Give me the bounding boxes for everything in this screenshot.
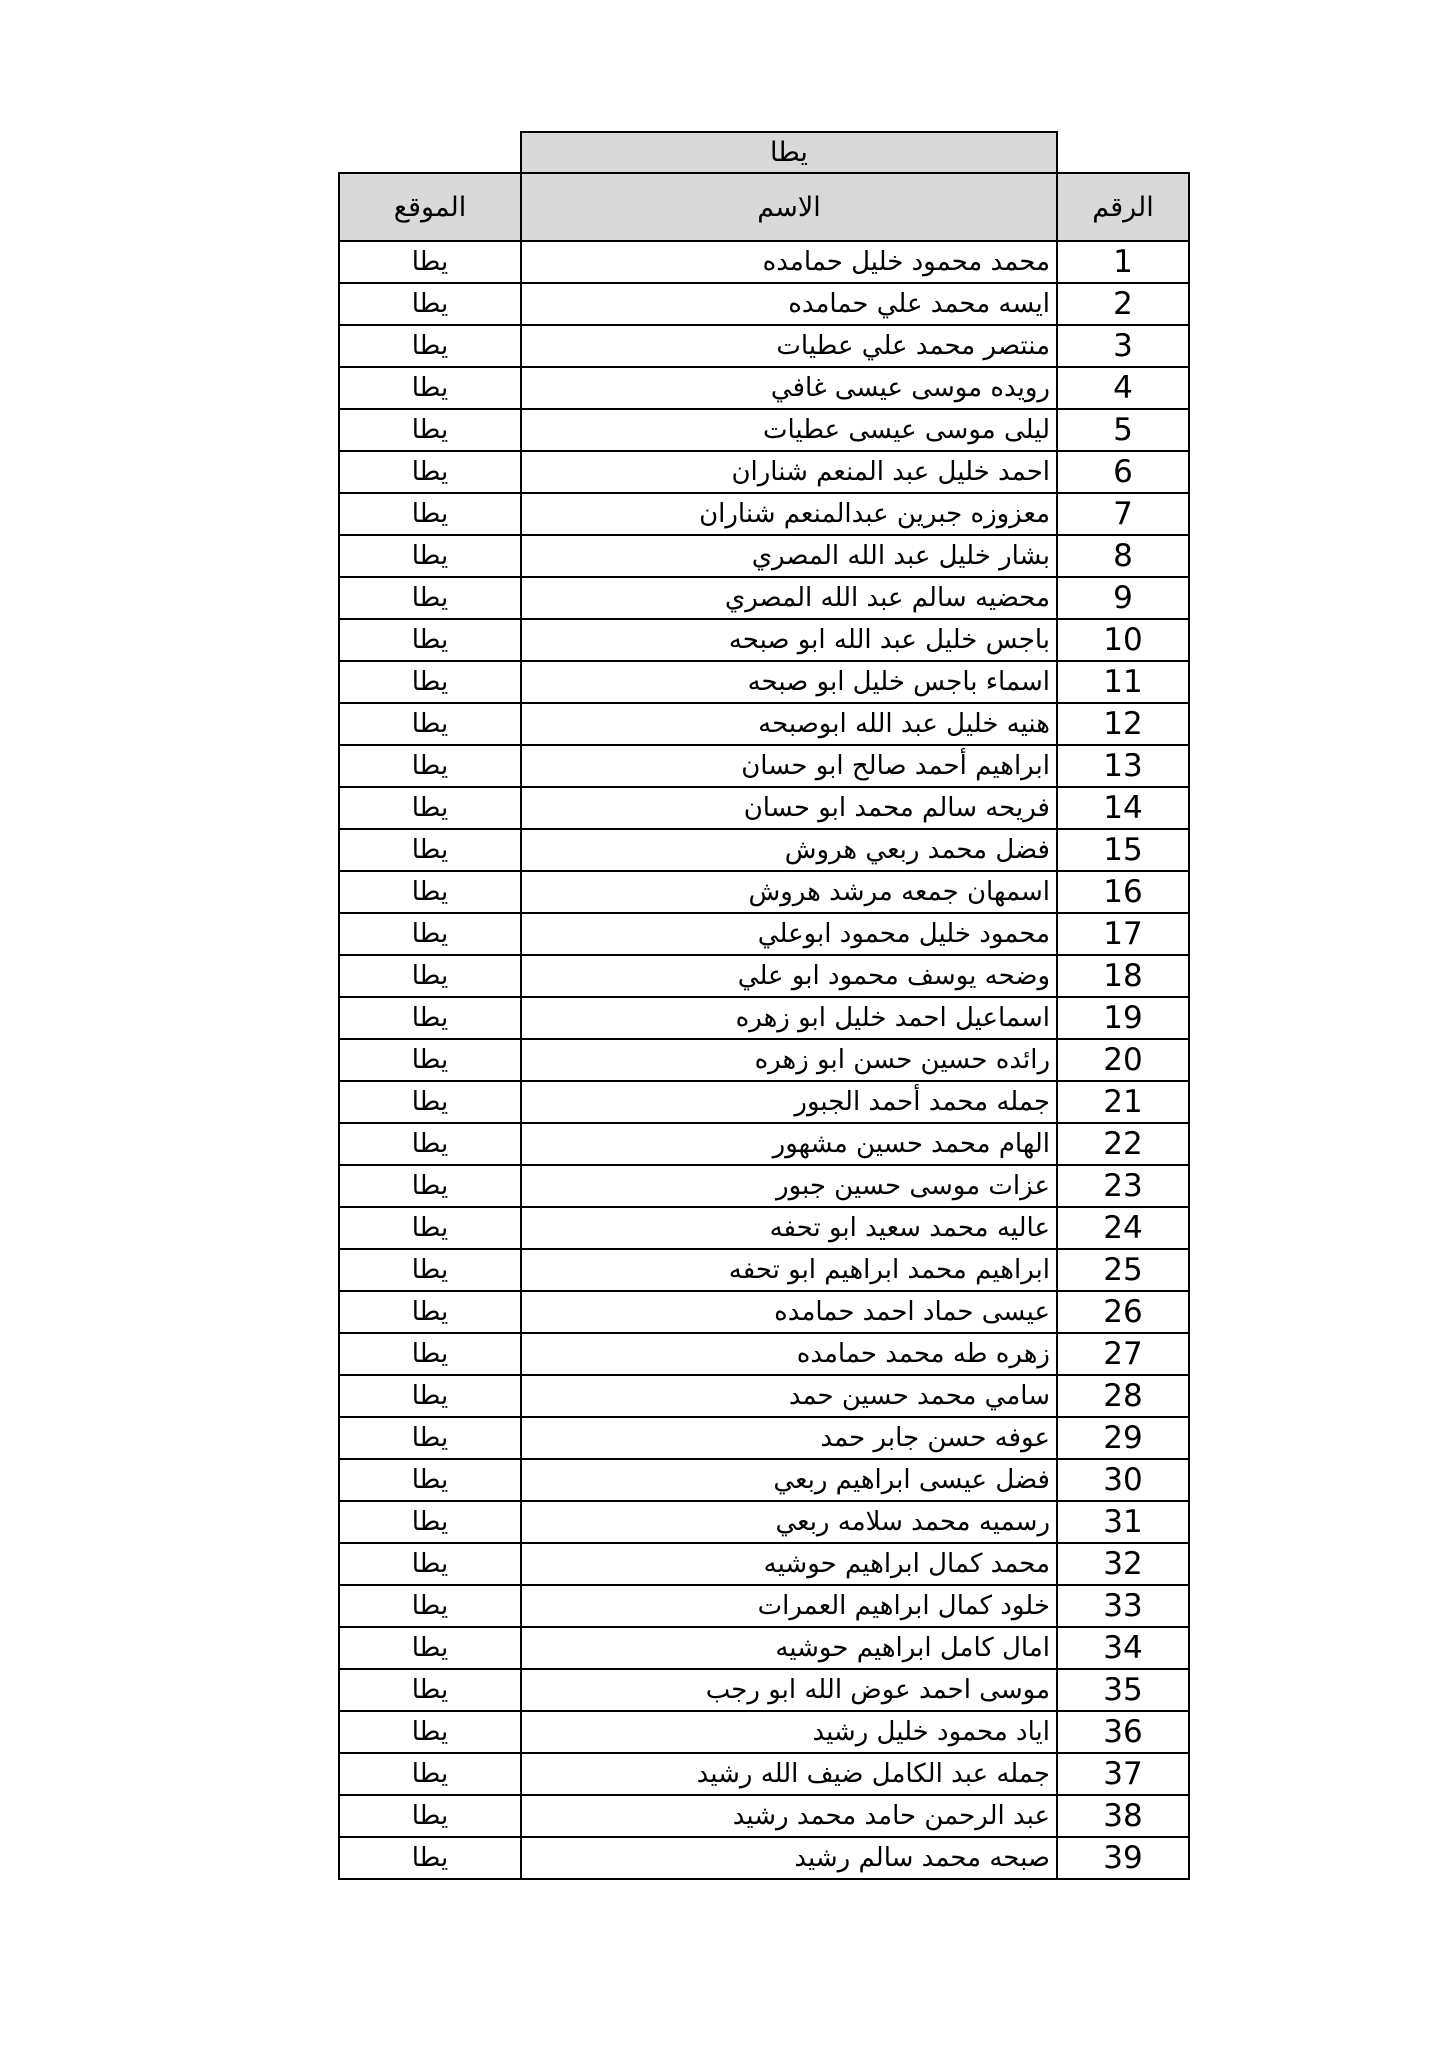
row-number: 38 xyxy=(1057,1795,1189,1837)
person-name: الهام محمد حسين مشهور xyxy=(521,1123,1057,1165)
person-name: عاليه محمد سعيد ابو تحفه xyxy=(521,1207,1057,1249)
row-location: يطا xyxy=(339,997,521,1039)
table-row xyxy=(339,1795,1189,1837)
table-row xyxy=(339,1837,1189,1879)
person-name: اياد محمود خليل رشيد xyxy=(521,1711,1057,1753)
row-number: 18 xyxy=(1057,955,1189,997)
column-header-number: الرقم xyxy=(1057,173,1189,241)
row-number: 29 xyxy=(1057,1417,1189,1459)
column-header-name: الاسم xyxy=(521,173,1057,241)
row-location: يطا xyxy=(339,1333,521,1375)
person-name: محمود خليل محمود ابوعلي xyxy=(521,913,1057,955)
person-name: باجس خليل عبد الله ابو صبحه xyxy=(521,619,1057,661)
row-location: يطا xyxy=(339,871,521,913)
row-number: 32 xyxy=(1057,1543,1189,1585)
person-name: محمد محمود خليل حمامده xyxy=(521,241,1057,283)
row-location: يطا xyxy=(339,1585,521,1627)
person-name: رويده موسى عيسى غافي xyxy=(521,367,1057,409)
table-row xyxy=(339,1459,1189,1501)
person-name: عزات موسى حسين جبور xyxy=(521,1165,1057,1207)
table-row xyxy=(339,1039,1189,1081)
row-number: 35 xyxy=(1057,1669,1189,1711)
person-name: زهره طه محمد حمامده xyxy=(521,1333,1057,1375)
person-name: ليلى موسى عيسى عطيات xyxy=(521,409,1057,451)
row-location: يطا xyxy=(339,577,521,619)
table-row xyxy=(339,829,1189,871)
row-location: يطا xyxy=(339,1501,521,1543)
table-row xyxy=(339,1081,1189,1123)
row-number: 36 xyxy=(1057,1711,1189,1753)
table-row xyxy=(339,1291,1189,1333)
table-row xyxy=(339,367,1189,409)
row-number: 3 xyxy=(1057,325,1189,367)
table-row xyxy=(339,535,1189,577)
person-name: معزوزه جبرين عبدالمنعم شناران xyxy=(521,493,1057,535)
table-row xyxy=(339,1753,1189,1795)
row-location: يطا xyxy=(339,1459,521,1501)
table-row xyxy=(339,1585,1189,1627)
row-location: يطا xyxy=(339,1165,521,1207)
row-number: 2 xyxy=(1057,283,1189,325)
person-name: اسماء باجس خليل ابو صبحه xyxy=(521,661,1057,703)
person-name: جمله عبد الكامل ضيف الله رشيد xyxy=(521,1753,1057,1795)
row-number: 6 xyxy=(1057,451,1189,493)
table-body xyxy=(339,241,1189,1879)
row-number: 27 xyxy=(1057,1333,1189,1375)
row-location: يطا xyxy=(339,409,521,451)
person-name: خلود كمال ابراهيم العمرات xyxy=(521,1585,1057,1627)
person-name: جمله محمد أحمد الجبور xyxy=(521,1081,1057,1123)
table-row xyxy=(339,1711,1189,1753)
person-name: منتصر محمد علي عطيات xyxy=(521,325,1057,367)
row-location: يطا xyxy=(339,661,521,703)
table-row xyxy=(339,787,1189,829)
person-name: صبحه محمد سالم رشيد xyxy=(521,1837,1057,1879)
table-row xyxy=(339,871,1189,913)
header-row xyxy=(339,173,1189,241)
row-number: 4 xyxy=(1057,367,1189,409)
person-name: بشار خليل عبد الله المصري xyxy=(521,535,1057,577)
row-number: 13 xyxy=(1057,745,1189,787)
title-row xyxy=(339,132,1189,173)
row-number: 28 xyxy=(1057,1375,1189,1417)
table-row xyxy=(339,1249,1189,1291)
person-name: هنيه خليل عبد الله ابوصبحه xyxy=(521,703,1057,745)
person-name: عبد الرحمن حامد محمد رشيد xyxy=(521,1795,1057,1837)
row-location: يطا xyxy=(339,1375,521,1417)
row-location: يطا xyxy=(339,1291,521,1333)
person-name: محمد كمال ابراهيم حوشيه xyxy=(521,1543,1057,1585)
row-number: 25 xyxy=(1057,1249,1189,1291)
row-location: يطا xyxy=(339,283,521,325)
row-location: يطا xyxy=(339,1837,521,1879)
row-location: يطا xyxy=(339,1795,521,1837)
row-number: 17 xyxy=(1057,913,1189,955)
row-location: يطا xyxy=(339,367,521,409)
person-name: فضل محمد ربعي هروش xyxy=(521,829,1057,871)
person-name: رائده حسين حسن ابو زهره xyxy=(521,1039,1057,1081)
row-location: يطا xyxy=(339,535,521,577)
row-number: 16 xyxy=(1057,871,1189,913)
person-name: عيسى حماد احمد حمامده xyxy=(521,1291,1057,1333)
table-row xyxy=(339,283,1189,325)
row-location: يطا xyxy=(339,1081,521,1123)
person-name: سامي محمد حسين حمد xyxy=(521,1375,1057,1417)
person-name: امال كامل ابراهيم حوشيه xyxy=(521,1627,1057,1669)
person-name: رسميه محمد سلامه ربعي xyxy=(521,1501,1057,1543)
table-row xyxy=(339,325,1189,367)
person-name: ابراهيم أحمد صالح ابو حسان xyxy=(521,745,1057,787)
row-number: 12 xyxy=(1057,703,1189,745)
table-row xyxy=(339,493,1189,535)
person-name: محضيه سالم عبد الله المصري xyxy=(521,577,1057,619)
row-number: 7 xyxy=(1057,493,1189,535)
person-name: فريحه سالم محمد ابو حسان xyxy=(521,787,1057,829)
row-number: 1 xyxy=(1057,241,1189,283)
row-location: يطا xyxy=(339,1711,521,1753)
row-location: يطا xyxy=(339,703,521,745)
row-number: 20 xyxy=(1057,1039,1189,1081)
row-number: 37 xyxy=(1057,1753,1189,1795)
person-name: عوفه حسن جابر حمد xyxy=(521,1417,1057,1459)
row-location: يطا xyxy=(339,1417,521,1459)
table-row xyxy=(339,1669,1189,1711)
table-row xyxy=(339,1165,1189,1207)
table-row xyxy=(339,703,1189,745)
row-location: يطا xyxy=(339,829,521,871)
row-number: 21 xyxy=(1057,1081,1189,1123)
table-row xyxy=(339,1501,1189,1543)
table-row xyxy=(339,409,1189,451)
row-location: يطا xyxy=(339,1249,521,1291)
row-location: يطا xyxy=(339,493,521,535)
table-row xyxy=(339,241,1189,283)
person-name: اسمهان جمعه مرشد هروش xyxy=(521,871,1057,913)
row-location: يطا xyxy=(339,1123,521,1165)
table-row xyxy=(339,1375,1189,1417)
row-number: 26 xyxy=(1057,1291,1189,1333)
row-number: 11 xyxy=(1057,661,1189,703)
row-location: يطا xyxy=(339,1207,521,1249)
row-location: يطا xyxy=(339,241,521,283)
row-location: يطا xyxy=(339,745,521,787)
row-number: 23 xyxy=(1057,1165,1189,1207)
row-number: 34 xyxy=(1057,1627,1189,1669)
row-number: 10 xyxy=(1057,619,1189,661)
row-location: يطا xyxy=(339,1627,521,1669)
row-location: يطا xyxy=(339,955,521,997)
row-location: يطا xyxy=(339,451,521,493)
person-name: وضحه يوسف محمود ابو علي xyxy=(521,955,1057,997)
table-title: يطا xyxy=(521,132,1057,173)
row-location: يطا xyxy=(339,325,521,367)
row-number: 9 xyxy=(1057,577,1189,619)
row-location: يطا xyxy=(339,619,521,661)
row-number: 8 xyxy=(1057,535,1189,577)
table-row xyxy=(339,661,1189,703)
row-number: 33 xyxy=(1057,1585,1189,1627)
table-row xyxy=(339,913,1189,955)
row-number: 5 xyxy=(1057,409,1189,451)
row-location: يطا xyxy=(339,1543,521,1585)
row-number: 19 xyxy=(1057,997,1189,1039)
table-row xyxy=(339,1627,1189,1669)
row-number: 14 xyxy=(1057,787,1189,829)
table-row xyxy=(339,1417,1189,1459)
table-row xyxy=(339,1207,1189,1249)
row-number: 39 xyxy=(1057,1837,1189,1879)
table-row xyxy=(339,955,1189,997)
spacer-cell-right xyxy=(1057,132,1189,173)
table-row xyxy=(339,577,1189,619)
person-name: احمد خليل عبد المنعم شناران xyxy=(521,451,1057,493)
spacer-cell-left xyxy=(339,132,521,173)
row-number: 24 xyxy=(1057,1207,1189,1249)
table-row xyxy=(339,1333,1189,1375)
row-location: يطا xyxy=(339,1753,521,1795)
person-name: ايسه محمد علي حمامده xyxy=(521,283,1057,325)
row-number: 22 xyxy=(1057,1123,1189,1165)
row-number: 30 xyxy=(1057,1459,1189,1501)
row-location: يطا xyxy=(339,913,521,955)
table-row xyxy=(339,745,1189,787)
table-row xyxy=(339,1543,1189,1585)
column-header-location: الموقع xyxy=(339,173,521,241)
row-location: يطا xyxy=(339,787,521,829)
person-name: موسى احمد عوض الله ابو رجب xyxy=(521,1669,1057,1711)
person-name: فضل عيسى ابراهيم ربعي xyxy=(521,1459,1057,1501)
row-location: يطا xyxy=(339,1039,521,1081)
table-row xyxy=(339,451,1189,493)
table-row xyxy=(339,997,1189,1039)
row-number: 31 xyxy=(1057,1501,1189,1543)
person-name: اسماعيل احمد خليل ابو زهره xyxy=(521,997,1057,1039)
roster-table xyxy=(338,131,1190,1880)
table-row xyxy=(339,619,1189,661)
row-location: يطا xyxy=(339,1669,521,1711)
table-row xyxy=(339,1123,1189,1165)
row-number: 15 xyxy=(1057,829,1189,871)
person-name: ابراهيم محمد ابراهيم ابو تحفه xyxy=(521,1249,1057,1291)
